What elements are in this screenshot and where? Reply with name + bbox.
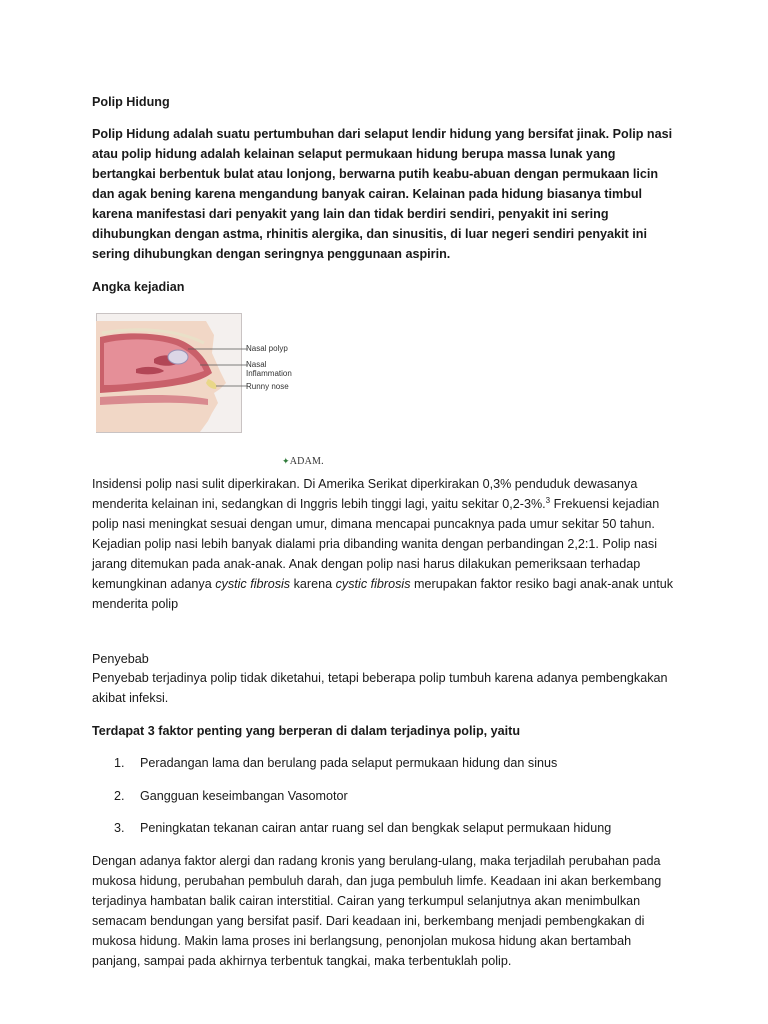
list-item-number: 2.	[114, 788, 125, 803]
label-runny-nose: Runny nose	[246, 382, 289, 391]
incidence-paragraph	[92, 474, 682, 614]
label-nasal-polyp: Nasal polyp	[246, 344, 288, 353]
term-cystic-fibrosis-1: cystic fibrosis	[215, 577, 291, 591]
adam-credit-text: ADAM.	[289, 456, 324, 467]
intro-paragraph: Polip Hidung adalah suatu pertumbuhan dari selaput lendir hidung yang bersifat jinak. Polip nasi atau polip hidung adalah kelainan selaput permukaan hidung berupa massa lunak yang bertangkai berbentuk bulat atau lonjong, berwarna putih keabu-abuan dengan permukaan licin dan agak bening karena mengandung banyak cairan. Kelainan pada hidung biasanya timbul karena manifestasi dari penyakit yang lain dan tidak berdiri sendiri, penyakit ini sering dihubungkan dengan astma, rhinitis alergika, dan sinusitis, di luar negeri sendiri penyakit ini sering dihubungkan dengan seringnya penggunaan aspirin.	[92, 127, 673, 261]
incidence-heading: Angka kejadian	[92, 280, 185, 294]
incidence-text-1: Insidensi polip nasi sulit diperkirakan. Di Amerika Serikat diperkirakan 0,3% penduduk dewasanya menderita kelainan ini, sedangkan di Inggris lebih tinggi lagi, yaitu sekitar 0,2-3%.	[92, 477, 638, 511]
list-item-text: Peningkatan tekanan cairan antar ruang sel dan bengkak selaput permukaan hidung	[140, 821, 612, 835]
list-item-text: Gangguan keseimbangan Vasomotor	[140, 788, 348, 803]
figure-leader-lines	[96, 313, 248, 433]
list-item-text: Peradangan lama dan berulang pada selaput permukaan hidung dan sinus	[140, 756, 558, 770]
factors-list	[92, 753, 692, 851]
cause-paragraph: Penyebab terjadinya polip tidak diketahui, tetapi beberapa polip tumbuh karena adanya pembengkakan akibat infeksi.	[92, 671, 668, 705]
list-item	[92, 753, 692, 786]
adam-logo-icon: ✦	[282, 456, 290, 466]
adam-credit	[282, 451, 324, 472]
citation-superscript: 3	[545, 495, 551, 505]
incidence-text-3: karena	[290, 577, 336, 591]
list-item	[92, 786, 692, 819]
list-item-number: 1.	[114, 756, 125, 770]
cause-heading: Penyebab	[92, 652, 149, 666]
factors-heading: Terdapat 3 faktor penting yang berperan di dalam terjadinya polip, yaitu	[92, 724, 521, 738]
incidence-text-4: merupakan faktor resiko bagi anak-anak untuk menderita polip	[92, 577, 674, 611]
label-inflammation: Inflammation	[246, 369, 292, 378]
page-title: Polip Hidung	[92, 95, 170, 109]
incidence-text-2: Frekuensi kejadian polip nasi meningkat sesuai dengan umur, dimana mencapai puncaknya pada umur sekitar 50 tahun. Kejadian polip nasi lebih banyak dialami pria dibanding wanita dengan perbandingan 2,2:1. Polip nasi jarang ditemukan pada anak-anak. Anak dengan polip nasi harus dilakukan pemeriksaan terhadap kemungkinan adanya	[92, 497, 660, 591]
term-cystic-fibrosis-2: cystic fibrosis	[335, 577, 411, 591]
label-nasal: Nasal	[246, 360, 267, 369]
nasal-anatomy-figure	[96, 313, 292, 433]
list-item	[92, 818, 692, 851]
list-item-number: 3.	[114, 821, 125, 835]
closing-paragraph: Dengan adanya faktor alergi dan radang kronis yang berulang-ulang, maka terjadilah perubahan pada mukosa hidung, perubahan pembuluh darah, dan juga pembuluh limfe. Keadaan ini akan berkembang terjadinya hambatan balik cairan interstitial. Cairan yang terkumpul selanjutnya akan menimbulkan semacam bendungan yang bersifat pasif. Dari keadaan ini, berkembang menjadi pembengkakan di mukosa hidung. Makin lama proses ini berlangsung, penonjolan mukosa hidung akan bertambah panjang, sampai pada akhirnya terbentuk tangkai, maka terbentuklah polip.	[92, 854, 662, 968]
